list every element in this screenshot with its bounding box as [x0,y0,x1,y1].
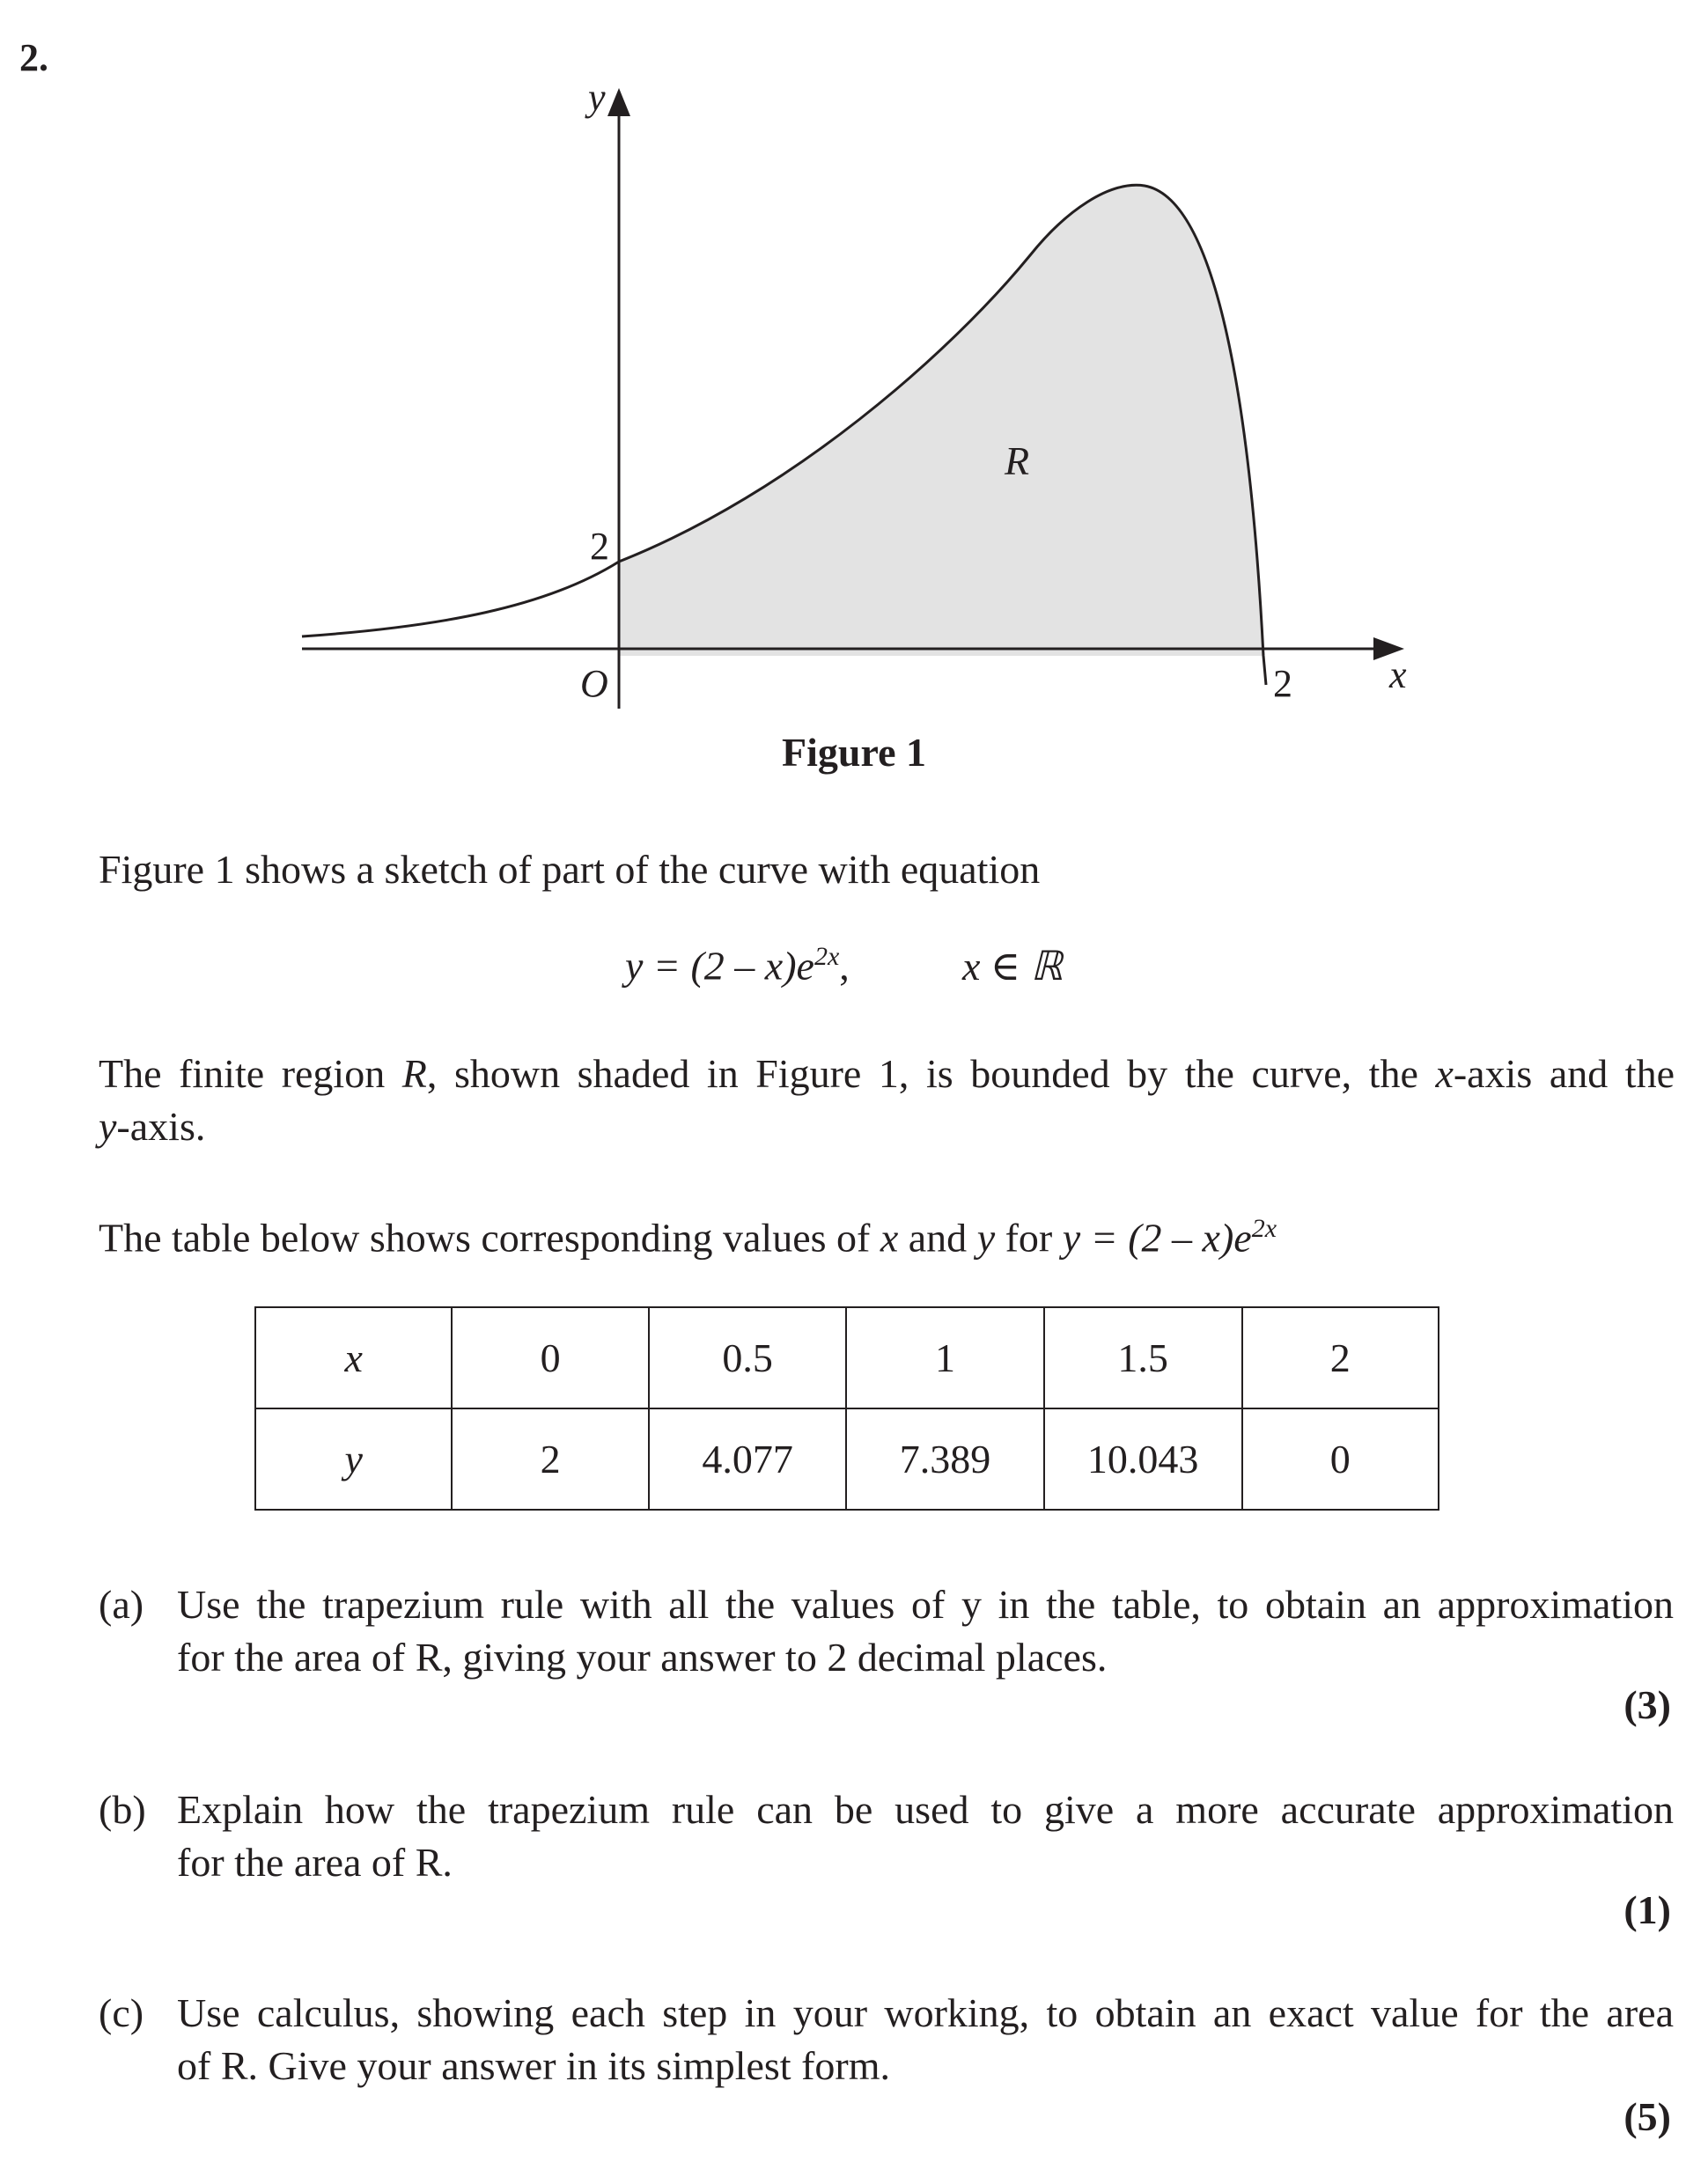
x-intercept-label: 2 [1273,662,1292,705]
curve-equation [625,942,850,989]
part-a-line-2: for the area of R, giving your answer to 2 decimal places. [177,1635,1108,1680]
part-b-line-2: for the area of R. [177,1840,453,1885]
part-b-text [177,1783,1674,1889]
text-run: for [995,1215,1063,1261]
y-axis-label: y [588,76,606,119]
figure-1 [0,0,1708,766]
region-label: R [1005,438,1030,483]
table-cell: 4.077 [649,1408,846,1510]
question-number: 2. [19,36,48,79]
text-run: 2x [1251,1214,1277,1243]
shaded-region-r [619,185,1263,656]
table-cell: x [255,1307,452,1408]
text-run: The finite region [99,1051,402,1096]
y-intercept-label: 2 [590,525,609,568]
part-b-line-1: Explain how the trapezium rule can be used to give a more accurate approximation [177,1787,1674,1832]
part-c-text [177,1987,1674,2092]
table-cell: 10.043 [1044,1408,1242,1510]
text-run: and [898,1215,977,1261]
text-run: The table below shows corresponding values of [99,1215,880,1261]
text-run: , shown shaded in Figure 1, is bounded by the curve, the [426,1051,1436,1096]
region-description [99,1048,1675,1153]
table-cell: y [255,1408,452,1510]
text-run: y [976,1215,996,1261]
table-cell: 7.389 [846,1408,1043,1510]
part-c-line-1: Use calculus, showing each step in your working, to obtain an exact value for the area [177,1990,1674,2035]
x-axis-label: x [1389,653,1407,696]
table-cell: 2 [1242,1307,1439,1408]
text-run: x [1435,1051,1454,1096]
equation-domain: x ∈ ℝ [962,944,1063,989]
intro-sentence: Figure 1 shows a sketch of part of the curve with equation [99,847,1041,892]
part-c-marks: (5) [1623,2094,1671,2139]
table-cell: 0 [452,1307,648,1408]
part-b-label: (b) [99,1787,146,1832]
part-a-label: (a) [99,1582,144,1627]
equation-lhs: y = (2 – x)e [625,943,814,989]
part-c-label: (c) [99,1990,144,2035]
table-cell: 1 [846,1307,1043,1408]
part-a-line-1: Use the trapezium rule with all the values of y in the table, to obtain an approximation [177,1582,1674,1627]
text-run: x [880,1215,899,1261]
values-table [254,1306,1439,1511]
table-row-y [255,1408,1439,1510]
equation-comma: , [839,943,850,989]
region-line-1 [99,1048,1675,1100]
table-cell: 1.5 [1044,1307,1242,1408]
table-cell: 2 [452,1408,648,1510]
figure-caption: Figure 1 [782,730,926,775]
table-cell: 0 [1242,1408,1439,1510]
origin-label: O [580,662,608,705]
text-run: y [99,1104,117,1149]
text-run: y = (2 – x)e [1062,1215,1252,1261]
y-axis-arrow [607,88,630,116]
table-row-x [255,1307,1439,1408]
table-cell: 0.5 [649,1307,846,1408]
text-run: -axis and the [1453,1051,1675,1096]
region-line-2 [99,1100,1675,1153]
table-intro [99,1202,1277,1264]
equation-exponent: 2x [814,942,840,971]
part-a-text [177,1578,1674,1684]
text-run: -axis. [116,1104,206,1149]
part-a-marks: (3) [1623,1682,1671,1727]
part-b-marks: (1) [1623,1887,1671,1932]
text-run: R [401,1051,427,1096]
part-c-line-2: of R. Give your answer in its simplest form. [177,2043,891,2088]
